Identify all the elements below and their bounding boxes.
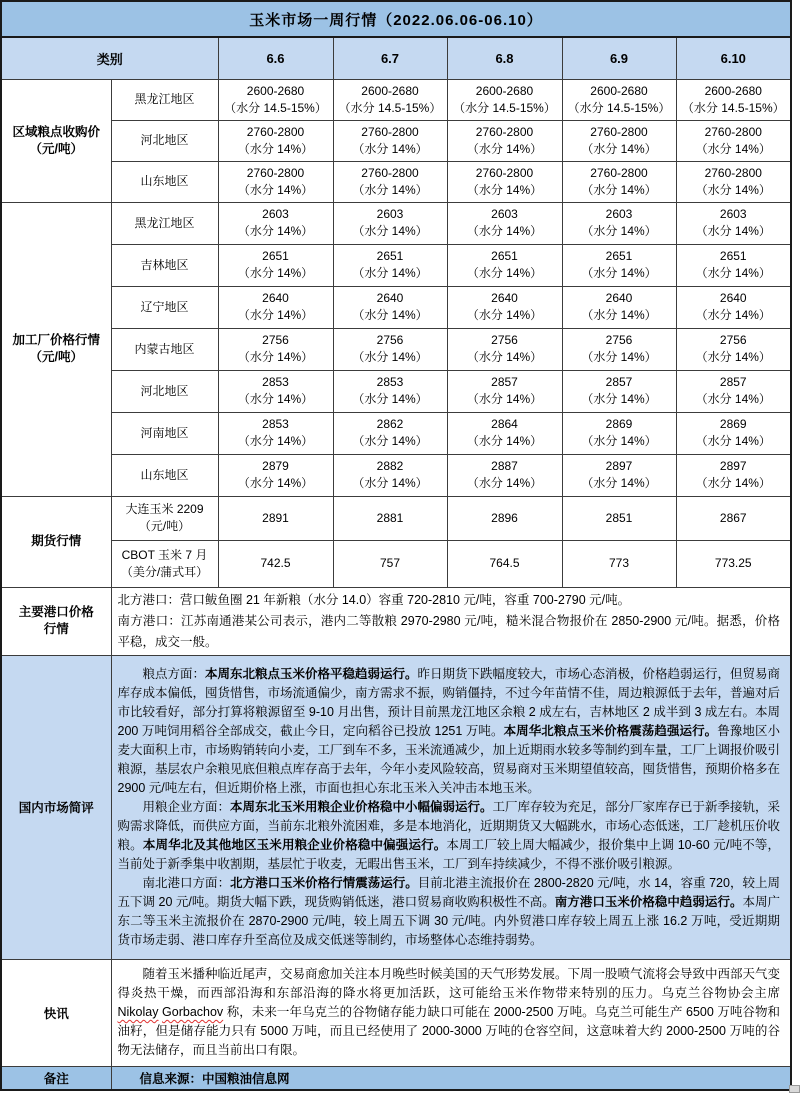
price-value: 2600-2680 — [475, 83, 534, 98]
domestic-market-review-text — [111, 655, 791, 959]
body-text: 粮点方面： — [142, 666, 206, 681]
row-name — [111, 540, 218, 587]
price-cell — [218, 370, 333, 412]
price-value: 2651 — [376, 249, 404, 263]
row-name — [111, 79, 218, 120]
bold-highlight-text: 本周华北粮点玉米价格震荡趋强运行。 — [503, 723, 718, 738]
price-value: 2853 — [262, 375, 289, 389]
price-value: 2760-2800 — [704, 124, 762, 139]
row-name-line: （美分/蒲式耳） — [120, 564, 209, 579]
price-value: 2603 — [262, 207, 289, 221]
price-value: 2640 — [719, 291, 747, 305]
paragraph — [118, 665, 781, 798]
price-cell — [676, 412, 791, 454]
price-cell — [333, 161, 447, 202]
body-text: 随着玉米播种临近尾声，交易商愈加关注本月晚些时候美国的天气形势发展。下周一股喷气流将会导致中西部天气变得炎热干燥，而西部沿海和东部沿海的降水将更加活跃，这可能给玉米作物带来特别的压力。乌克兰谷物协会主席 — [117, 967, 781, 1000]
moisture-note: （水分 14%） — [466, 392, 543, 406]
price-value: 2857 — [605, 375, 633, 389]
price-value: 2640 — [491, 291, 518, 305]
price-cell — [333, 244, 447, 286]
price-cell — [447, 286, 562, 328]
price-cell — [218, 412, 333, 454]
price-cell — [676, 79, 791, 120]
price-value: 2756 — [376, 333, 404, 347]
price-cell — [447, 161, 562, 202]
price-value: 2869 — [605, 417, 633, 431]
price-value: 2651 — [719, 249, 747, 263]
section-label-line: 区域粮点收购价 — [12, 124, 100, 139]
bold-highlight-text: 南方港口玉米价格稳中趋弱运行。 — [554, 894, 743, 909]
news-flash-text — [111, 959, 791, 1066]
paragraph — [118, 874, 781, 950]
moisture-note: （水分 14%） — [237, 141, 314, 156]
row-name-line: 黑龙江地区 — [134, 215, 195, 230]
price-value: 2857 — [719, 375, 747, 389]
price-cell — [447, 370, 562, 412]
price-value: 2603 — [605, 207, 633, 221]
price-cell — [333, 412, 447, 454]
moisture-note: （水分 14%） — [695, 141, 771, 156]
price-value: 2864 — [491, 417, 518, 431]
price-cell — [562, 120, 676, 161]
price-value: 2853 — [262, 417, 289, 431]
price-cell — [562, 540, 676, 587]
body-text: 本周工厂较上周大幅减少，报价集中上调 10-60 元/吨不等，当前处于新季集中收割期，基层忙于收麦，无暇出售玉米，工厂到车持续减少，不得不涨价吸引粮源。 — [117, 837, 781, 871]
price-cell — [218, 161, 333, 202]
price-cell — [333, 540, 447, 587]
price-cell — [333, 120, 447, 161]
price-value: 2881 — [376, 510, 404, 525]
moisture-note: （水分 14%） — [237, 308, 314, 322]
moisture-note: （水分 14%） — [352, 350, 428, 364]
price-value: 2760-2800 — [361, 124, 419, 139]
price-value: 2756 — [262, 333, 289, 347]
paragraph — [118, 798, 781, 874]
price-cell — [218, 202, 333, 244]
price-cell — [447, 328, 562, 370]
price-value: 2760-2800 — [590, 124, 648, 139]
moisture-note: （水分 14%） — [581, 350, 657, 364]
moisture-note: （水分 14%） — [581, 392, 657, 406]
body-text: 目前北港主流报价在 2800-2820 元/吨，水 14，容重 720，较上周五下调 20 元/吨。期货大幅下跌，现货购销低迷，港口贸易商收购积极性不高。 — [117, 875, 781, 909]
price-cell — [447, 540, 562, 587]
price-value: 773 — [608, 556, 630, 570]
section-label-futures — [1, 496, 111, 587]
price-value: 2760-2800 — [361, 165, 419, 180]
price-value: 2640 — [262, 291, 289, 305]
price-cell — [218, 540, 333, 587]
price-cell — [447, 202, 562, 244]
price-cell — [333, 202, 447, 244]
row-name — [111, 244, 218, 286]
row-name-line: 内蒙古地区 — [134, 341, 195, 356]
price-value: 757 — [379, 556, 401, 570]
price-cell — [562, 412, 676, 454]
spellcheck-flagged-name: Nikolay — [117, 1005, 159, 1019]
moisture-note: （水分 14%） — [581, 434, 657, 448]
section-label-remark: 备注 — [1, 1066, 111, 1090]
row-name — [111, 496, 218, 540]
moisture-note: （水分 14%） — [695, 392, 771, 406]
price-value: 2603 — [719, 207, 747, 221]
moisture-note: （水分 14%） — [466, 350, 543, 364]
price-cell — [676, 286, 791, 328]
price-value: 2640 — [605, 291, 633, 305]
price-cell — [562, 454, 676, 496]
column-header-date-1: 6.7 — [333, 37, 447, 79]
bold-highlight-text: 本周东北粮点玉米价格平稳趋弱运行。 — [205, 666, 418, 681]
price-cell — [333, 328, 447, 370]
column-header-date-3: 6.9 — [562, 37, 676, 79]
section-label-line: （元/吨） — [29, 141, 83, 156]
moisture-note: （水分 14%） — [352, 434, 428, 448]
moisture-note: （水分 14%） — [237, 182, 314, 197]
price-value: 2600-2680 — [246, 83, 305, 98]
section-label-line: 主要港口价格 — [18, 605, 94, 619]
price-cell — [676, 244, 791, 286]
price-value: 2760-2800 — [590, 165, 648, 180]
moisture-note: （水分 14%） — [695, 266, 771, 280]
price-value: 2603 — [376, 207, 404, 221]
price-value: 2760-2800 — [246, 124, 305, 139]
moisture-note: （水分 14%） — [237, 434, 314, 448]
price-value: 2600-2680 — [704, 83, 762, 98]
price-cell — [676, 120, 791, 161]
row-name-line: 黑龙江地区 — [134, 92, 195, 106]
price-value: 2760-2800 — [246, 165, 305, 180]
moisture-note: （水分 14%） — [352, 182, 428, 197]
price-cell — [562, 79, 676, 120]
section-label-line: 期货行情 — [31, 534, 82, 548]
moisture-note: （水分 14%） — [466, 266, 543, 280]
price-value: 742.5 — [260, 556, 291, 570]
bold-highlight-text: 本周东北玉米用粮企业价格稳中小幅偏弱运行。 — [230, 799, 493, 814]
price-value: 2756 — [605, 333, 633, 347]
moisture-note: （水分 14%） — [695, 434, 771, 448]
moisture-note: （水分 14%） — [466, 476, 543, 490]
row-name — [111, 286, 218, 328]
moisture-note: （水分 14%） — [237, 350, 314, 364]
row-name — [111, 202, 218, 244]
row-name-line: （元/吨） — [138, 519, 191, 533]
section-label-news-flash: 快讯 — [1, 959, 111, 1066]
column-header-category: 类别 — [1, 37, 218, 79]
column-header-date-4: 6.10 — [676, 37, 791, 79]
price-cell — [333, 79, 447, 120]
moisture-note: （水分 14%） — [581, 182, 657, 197]
price-value: 2600-2680 — [590, 83, 648, 98]
moisture-note: （水分 14%） — [581, 476, 657, 490]
price-value: 2897 — [719, 459, 747, 473]
row-name-line: CBOT 玉米 7 月 — [121, 547, 208, 562]
section-label-factory-price — [1, 202, 111, 496]
bold-highlight-text: 北方港口玉米价格行情震荡运行。 — [230, 875, 418, 890]
price-cell — [333, 370, 447, 412]
moisture-note: （水分 14%） — [352, 224, 428, 238]
moisture-note: （水分 14%） — [237, 392, 314, 406]
price-value: 2756 — [719, 333, 747, 347]
row-name-line: 辽宁地区 — [140, 299, 189, 314]
body-text: 昨日期货下跌幅度较大，市场心态消极，价格趋弱运行，但贸易商库存成本偏低，囤货惜售，市场流通偏少，南方需求不振，购销僵持，不过今年苗情不佳，周边粮源低于去年，普遍对后市比较看好，部分打算将粮源留至 9-10 月出售，预计目前黑龙江地区余粮 2 成左右，吉林地区 2 成半到 3 成左右。本周 200 万吨饲用稻谷全部成交，截止今日，定向稻谷已投放 1251 万吨。 — [117, 666, 781, 738]
price-cell — [447, 244, 562, 286]
price-cell — [218, 496, 333, 540]
moisture-note: （水分 14%） — [466, 434, 543, 448]
table-title: 玉米市场一周行情（2022.06.06-06.10） — [1, 1, 791, 37]
section-label-regional-purchase-price — [1, 79, 111, 202]
price-value: 2879 — [262, 459, 289, 473]
price-value: 2640 — [376, 291, 404, 305]
price-value: 2887 — [491, 459, 518, 473]
port-price-line: 南方港口：江苏南通港某公司表示，港内二等散粮 2970-2980 元/吨，糙米混合物报价在 2850-2900 元/吨。据悉，价格平稳，成交一般。 — [117, 613, 781, 649]
moisture-note: （水分 14%） — [352, 308, 428, 322]
price-value: 2897 — [605, 459, 633, 473]
price-cell — [562, 496, 676, 540]
price-value: 2896 — [491, 510, 518, 525]
price-value: 2760-2800 — [475, 124, 534, 139]
moisture-note: （水分 14.5-15%） — [567, 100, 671, 115]
moisture-note: （水分 14.5-15%） — [681, 100, 785, 115]
moisture-note: （水分 14%） — [352, 266, 428, 280]
price-value: 2600-2680 — [361, 83, 419, 98]
moisture-note: （水分 14%） — [695, 308, 771, 322]
moisture-note: （水分 14%） — [466, 141, 543, 156]
body-text: 鲁豫地区小麦大面积上市，市场购销转向小麦，工厂到车不多，玉米流通减少，加上近期雨水较多等制约到车量，工厂上调报价吸引粮源，基层农户余粮见底但粮点库存高于去年，今年小麦风险较高，贸易商对玉米期望值较高，囤货惜售，预期价格多在 2900 元/吨左右，但近期价格上涨，市面也担心东北玉米入关冲击本地玉米。 — [117, 723, 781, 795]
moisture-note: （水分 14%） — [466, 308, 543, 322]
price-value: 2851 — [605, 510, 633, 525]
body-text: 称，未来一年乌克兰的谷物储存能力缺口可能在 2000-2500 万吨。乌克兰可能生产 6500 万吨谷物和油籽，但是储存能力只有 5000 万吨，而且已经使用了 2000-3000 万吨的仓容空间，这意味着大约 2000-2500 万吨的谷物无法储存，而且当前出口有限。 — [117, 1005, 781, 1057]
price-cell — [333, 454, 447, 496]
price-value: 2651 — [605, 249, 633, 263]
moisture-note: （水分 14.5-15%） — [224, 100, 327, 115]
moisture-note: （水分 14%） — [352, 476, 428, 490]
info-source-text: 信息来源：中国粮油信息网 — [111, 1066, 791, 1090]
price-value: 2760-2800 — [704, 165, 762, 180]
price-value: 2603 — [491, 207, 518, 221]
section-label-line: 加工厂价格行情 — [12, 333, 100, 347]
price-cell — [676, 161, 791, 202]
row-name — [111, 120, 218, 161]
price-cell — [562, 202, 676, 244]
price-cell — [562, 328, 676, 370]
price-cell — [447, 454, 562, 496]
price-cell — [447, 79, 562, 120]
moisture-note: （水分 14%） — [695, 350, 771, 364]
port-prices-text — [111, 587, 791, 655]
moisture-note: （水分 14%） — [352, 392, 428, 406]
moisture-note: （水分 14.5-15%） — [338, 100, 442, 115]
row-name-line: 山东地区 — [140, 174, 189, 188]
price-cell — [447, 412, 562, 454]
price-cell — [562, 370, 676, 412]
row-name-line: 河北地区 — [140, 133, 189, 147]
price-cell — [218, 286, 333, 328]
price-cell — [447, 120, 562, 161]
body-text: 本周广东二等玉米主流报价在 2870-2900 元/吨，较上周五下调 30 元/吨。内外贸港口库存较上周五上涨 16.2 万吨，受近期期货市场走弱、港口库存升至高位及成交低迷等制约，市场整体心态维持弱势。 — [117, 894, 781, 947]
row-name-line: 河北地区 — [140, 383, 189, 398]
price-cell — [447, 496, 562, 540]
price-cell — [676, 370, 791, 412]
price-value: 2651 — [262, 249, 289, 263]
moisture-note: （水分 14.5-15%） — [453, 100, 556, 115]
price-cell — [333, 286, 447, 328]
price-value: 773.25 — [714, 556, 752, 570]
bold-highlight-text: 本周华北及其他地区玉米用粮企业价格稳中偏强运行。 — [142, 837, 447, 852]
moisture-note: （水分 14%） — [695, 476, 771, 490]
section-label-port-prices — [1, 587, 111, 655]
price-cell — [218, 328, 333, 370]
price-cell — [562, 286, 676, 328]
moisture-note: （水分 14%） — [237, 266, 314, 280]
port-price-line: 北方港口：营口鲅鱼圈 21 年新粮（水分 14.0）容重 720-2810 元/吨，容重 700-2790 元/吨。 — [117, 592, 631, 607]
moisture-note: （水分 14%） — [581, 266, 657, 280]
price-value: 2869 — [719, 417, 747, 431]
price-value: 2760-2800 — [475, 165, 534, 180]
row-name — [111, 328, 218, 370]
moisture-note: （水分 14%） — [695, 182, 771, 197]
price-cell — [676, 540, 791, 587]
body-text: 用粮企业方面： — [142, 799, 231, 814]
row-name-line: 吉林地区 — [140, 257, 189, 272]
row-name-line: 河南地区 — [140, 425, 189, 440]
price-cell — [676, 328, 791, 370]
section-label-line: （元/吨） — [29, 350, 83, 364]
price-cell — [333, 496, 447, 540]
moisture-note: （水分 14%） — [352, 141, 428, 156]
scroll-corner-nub — [789, 1085, 800, 1093]
price-value: 2882 — [376, 459, 404, 473]
row-name — [111, 454, 218, 496]
row-name-line: 大连玉米 2209 — [125, 502, 204, 516]
moisture-note: （水分 14%） — [581, 141, 657, 156]
price-cell — [218, 244, 333, 286]
price-cell — [562, 161, 676, 202]
price-cell — [218, 79, 333, 120]
row-name — [111, 412, 218, 454]
moisture-note: （水分 14%） — [237, 224, 314, 238]
column-header-date-2: 6.8 — [447, 37, 562, 79]
price-value: 764.5 — [489, 556, 520, 570]
moisture-note: （水分 14%） — [581, 224, 657, 238]
price-value: 2857 — [491, 375, 518, 389]
price-cell — [218, 454, 333, 496]
price-cell — [676, 454, 791, 496]
price-value: 2891 — [262, 510, 289, 525]
price-value: 2756 — [491, 333, 518, 347]
section-label-line: 行情 — [43, 622, 69, 636]
moisture-note: （水分 14%） — [466, 224, 543, 238]
column-header-date-0: 6.6 — [218, 37, 333, 79]
row-name-line: 山东地区 — [140, 467, 189, 482]
paragraph — [118, 965, 781, 1060]
row-name — [111, 370, 218, 412]
row-name — [111, 161, 218, 202]
body-text: 南北港口方面： — [142, 875, 231, 890]
price-value: 2651 — [491, 249, 518, 263]
price-value: 2853 — [376, 375, 404, 389]
price-cell — [676, 202, 791, 244]
moisture-note: （水分 14%） — [237, 476, 314, 490]
price-value: 2862 — [376, 417, 404, 431]
price-cell — [218, 120, 333, 161]
body-text: 工厂库存较为充足，部分厂家库存已于新季接轨，采购需求降低，而供应方面，当前东北粮外流困难，多是本地消化，近期期货又大幅跳水，市场心态低迷，工厂趁机压价收粮。 — [117, 799, 781, 852]
price-cell — [676, 496, 791, 540]
price-cell — [562, 244, 676, 286]
price-value: 2867 — [719, 510, 747, 525]
moisture-note: （水分 14%） — [466, 182, 543, 197]
spellcheck-flagged-name: Gorbachov — [162, 1005, 224, 1019]
moisture-note: （水分 14%） — [581, 308, 657, 322]
moisture-note: （水分 14%） — [695, 224, 771, 238]
section-label-domestic-market-review: 国内市场简评 — [1, 655, 111, 959]
